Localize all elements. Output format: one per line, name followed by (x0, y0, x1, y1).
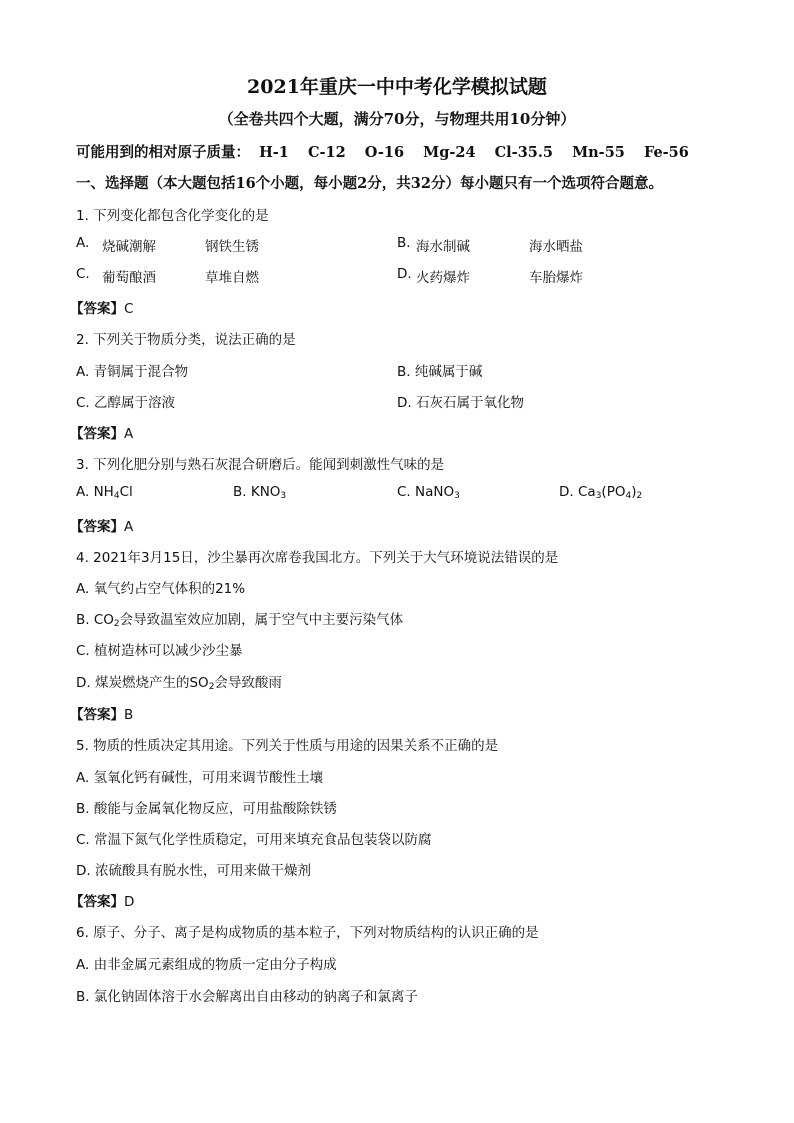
atomic-mass-label: 可能用到的相对原子质量： (76, 144, 250, 161)
section-heading: 一、选择题（本大题包括16个小题，每小题2分，共32分）每小题只有一个选项符合题意。 (76, 175, 663, 192)
option-text: 海水晒盐 (529, 239, 583, 255)
formula-part: A. NH (76, 484, 114, 500)
formula-subscript: 3 (595, 491, 602, 501)
option-text: 车胎爆炸 (529, 270, 583, 286)
answer-label: 【答案】 (70, 301, 124, 317)
option-text: 烧碱潮解 (102, 239, 156, 255)
option-text: C. 植树造林可以减少沙尘暴 (76, 643, 243, 659)
option-text: C. 乙醇属于溶液 (76, 395, 176, 411)
option-label: D. (397, 266, 412, 282)
formula-part: C. NaNO (397, 484, 455, 500)
page-subtitle: （全卷共四个大题，满分70分，与物理共用10分钟） (218, 110, 576, 128)
atom-mass: Fe-56 (643, 144, 689, 161)
answer-label: 【答案】 (70, 707, 124, 723)
formula-part: D. 煤炭燃烧产生的SO (76, 675, 209, 691)
option-text: 葡萄酿酒 (102, 270, 156, 286)
option-text: B. 纯碱属于碱 (397, 364, 483, 380)
answer-value: D (124, 894, 135, 910)
formula-subscript: 2 (636, 491, 643, 501)
atom-mass: H-1 (259, 144, 289, 161)
formula-part: (PO (601, 484, 626, 500)
option-text: A. 氧气约占空气体积的21% (76, 581, 246, 597)
answer-label: 【答案】 (70, 519, 124, 535)
answer-line (70, 422, 133, 442)
question-stem: 3. 下列化肥分别与熟石灰混合研磨后。能闻到刺激性气味的是 (76, 457, 445, 473)
option-formula (233, 484, 286, 501)
answer-value: A (124, 519, 134, 535)
option-formula (76, 608, 403, 629)
formula-part: 会导致酸雨 (214, 675, 282, 691)
option-text: 海水制碱 (416, 239, 470, 255)
answer-label: 【答案】 (70, 426, 124, 442)
option-label: A. (76, 235, 90, 251)
answer-line (70, 890, 134, 910)
formula-part: ) (631, 484, 637, 500)
question-stem: 6. 原子、分子、离子是构成物质的基本粒子，下列对物质结构的认识正确的是 (76, 925, 539, 941)
formula-subscript: 3 (454, 491, 460, 501)
formula-subscript: 4 (625, 491, 632, 501)
answer-line (70, 297, 133, 317)
question-stem: 2. 下列关于物质分类，说法正确的是 (76, 332, 296, 348)
option-text: A. 由非金属元素组成的物质一定由分子构成 (76, 957, 337, 973)
formula-part: 会导致温室效应加剧，属于空气中主要污染气体 (119, 612, 404, 628)
formula-subscript: 2 (113, 619, 120, 629)
atom-mass: C-12 (307, 144, 346, 161)
option-text: A. 氢氧化钙有碱性，可用来调节酸性土壤 (76, 770, 324, 786)
option-text: B. 酸能与金属氧化物反应，可用盐酸除铁锈 (76, 801, 337, 817)
option-text: 钢铁生锈 (205, 239, 259, 255)
option-text: D. 石灰石属于氧化物 (397, 395, 524, 411)
question-stem: 4. 2021年3月15日，沙尘暴再次席卷我国北方。下列关于大气环境说法错误的是 (76, 550, 559, 566)
atom-mass: Mn-55 (572, 144, 625, 161)
option-label: C. (76, 266, 90, 282)
answer-line (70, 515, 133, 535)
question-stem: 1. 下列变化都包含化学变化的是 (76, 208, 269, 224)
formula-part: B. KNO (233, 484, 281, 500)
option-text: 火药爆炸 (416, 270, 470, 286)
answer-label: 【答案】 (70, 894, 124, 910)
option-formula (76, 484, 133, 501)
option-text: 草堆自燃 (205, 270, 259, 286)
formula-subscript: 3 (280, 491, 287, 501)
option-formula (76, 671, 282, 692)
option-text: C. 常温下氮气化学性质稳定，可用来填充食品包装袋以防腐 (76, 832, 432, 848)
atom-mass: Mg-24 (423, 144, 476, 161)
atom-mass: Cl-35.5 (494, 144, 554, 161)
option-text: D. 浓硫酸具有脱水性，可用来做干燥剂 (76, 863, 311, 879)
question-stem: 5. 物质的性质决定其用途。下列关于性质与用途的因果关系不正确的是 (76, 738, 499, 754)
page-title: 2021年重庆一中中考化学模拟试题 (247, 76, 547, 98)
formula-part: D. Ca (559, 484, 596, 500)
option-label: B. (397, 235, 411, 251)
formula-subscript: 2 (208, 682, 215, 692)
atomic-mass-line (76, 141, 703, 162)
atom-mass: O-16 (364, 144, 405, 161)
option-text: A. 青铜属于混合物 (76, 364, 189, 380)
answer-value: B (124, 707, 134, 723)
formula-part: Cl (119, 484, 133, 500)
formula-part: B. CO (76, 612, 114, 628)
option-formula (397, 484, 460, 501)
answer-line (70, 703, 133, 723)
answer-value: C (124, 301, 134, 317)
option-text: B. 氯化钠固体溶于水会解离出自由移动的钠离子和氯离子 (76, 989, 418, 1005)
option-formula (559, 484, 642, 501)
answer-value: A (124, 426, 134, 442)
formula-subscript: 4 (113, 491, 120, 501)
